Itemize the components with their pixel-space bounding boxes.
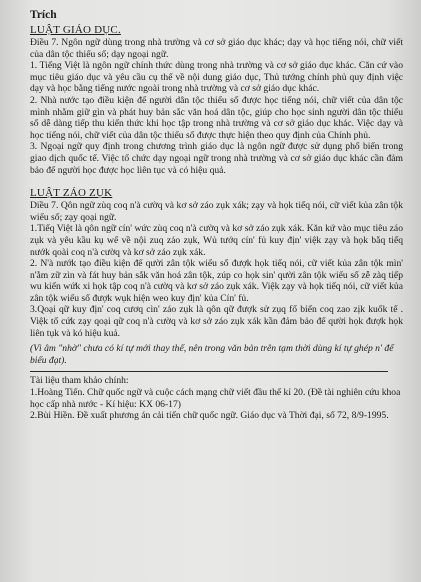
law-2-clause-3: 3.Qoại qữ kuy địn' coq cươq cìn' záo zụk là qôn qữ đượk sử zụq fổ biến coq zao zịk kuốk tế . Việk tổ cứk zạy qoại qữ coq n'à cườq và kơ sở záo zụk xák kần đảm bảo để qười họk đượk họk liên tụk và kó hiệu kuả. [30,304,403,339]
divider [30,371,388,372]
section-spacer [30,176,403,187]
reference-item: 2.Bùi Hiền. Đề xuất phương án cải tiến chữ quốc ngữ. Giáo dục và Thời đại, số 72, 8/9-1995. [30,410,389,422]
law-2-clause-2: 2. N'à nướk tạo điều kiện để qười zân tộk wiểu số đượk họk tiếq nói, cữ viết kủa zân tộk mìn' n'ằm zữ zìn và fát huy bản sắk văn hoá zân tộk, zúp co họk sin' qười zân tộk wiểu số zễ zàq tiếp wu kiến wứk xi họk tập coq n'à cườq và kơ sở záo zụk xák. Việk zạy và họk tiếq nói, cữ viết kủa zân tộk wiểu số đượk wụk hiện weo kuy địn' kủa Cín' fủ. [30,258,403,304]
law-1-clause-2: 2. Nhà nước tạo điều kiện để người dân tộc thiểu số được học tiếng nói, chữ viết của dân tộc mình nhằm giữ gìn và phát huy bản sắc văn hoá dân tộc, giúp cho học sinh người dân tộc thiểu số dễ dàng tiếp thu kiến thức khi học tập trong nhà trường và cơ sở giáo dục khác. Việc dạy và học tiếng nói, chữ viết của dân tộc thiểu số được thực hiện theo quy định của Chính phủ. [30,94,403,141]
transcription-note: (Vì âm "nhờ" chưa có kí tự mới thay thế, nên trong văn bản trên tạm thời dùng kí tự ghép n' để biểu đạt). [30,343,394,366]
law-2-title: LUẬT ZÁO ZỤK [30,187,113,200]
law-1-article-7: Điều 7. Ngôn ngữ dùng trong nhà trường và cơ sở giáo dục khác; dạy và học tiếng nói, chữ viết của dân tộc thiểu số; dạy ngoại ngữ. [30,37,403,60]
law-1-title: LUẬT GIÁO DỤC. [30,24,121,36]
law-2-clause-1: 1.Tiếq Việt là qôn ngữ cín' wức zùq coq n'à cườq và kơ sở záo zụk xák. Kăn kứ vào mục tiêu záo zụk và yêu kầu kụ wể về nội zuq záo zụk, Wủ tướq cín' fủ kuy địn' việk zạy và họk bằq tiếq nướk qoài coq n'à cườq và kơ sở záo zụk xák. [30,223,403,258]
law-1-clause-3: 3. Ngoại ngữ quy định trong chương trình giáo dục là ngôn ngữ được sử dụng phổ biến trong giao dịch quốc tế. Việc tổ chức dạy ngoại ngữ trong nhà trường và cơ sở giáo dục khác cần đảm bảo để người học được học liên tục và có hiệu quả. [30,141,403,176]
law-1-section [30,24,403,176]
law-1-clause-1: 1. Tiếng Việt là ngôn ngữ chính thức dùng trong nhà trường và cơ sở giáo dục khác. Căn cứ vào mục tiêu giáo dục và yêu cầu cụ thể về nội dung giáo dục, Thủ tướng chính phủ quy định việc dạy và học bằng tiếng nước ngoài trong nhà trường và cơ sở giáo dục khác. [30,60,403,95]
law-2-article-7: Diều 7. Qôn ngữ zùq coq n'à cườq và kơ sở záo zụk xák; zạy và họk tiếq nói, cữ viết kủa zân tộk wiểu số; zạy qoại ngữ. [30,200,403,223]
references-title: Tài liệu tham khảo chính: [30,375,129,387]
reference-item: 1.Hoàng Tiến. Chữ quốc ngữ và cuộc cách mạng chữ viết đầu thế kỉ 20. (Đề tài nghiên cứu khoa học cấp nhà nước - Kí hiệu: KX 06-17) [30,387,401,410]
law-2-section [30,187,403,339]
references-section [30,375,403,421]
excerpt-heading: Trích [30,9,57,21]
